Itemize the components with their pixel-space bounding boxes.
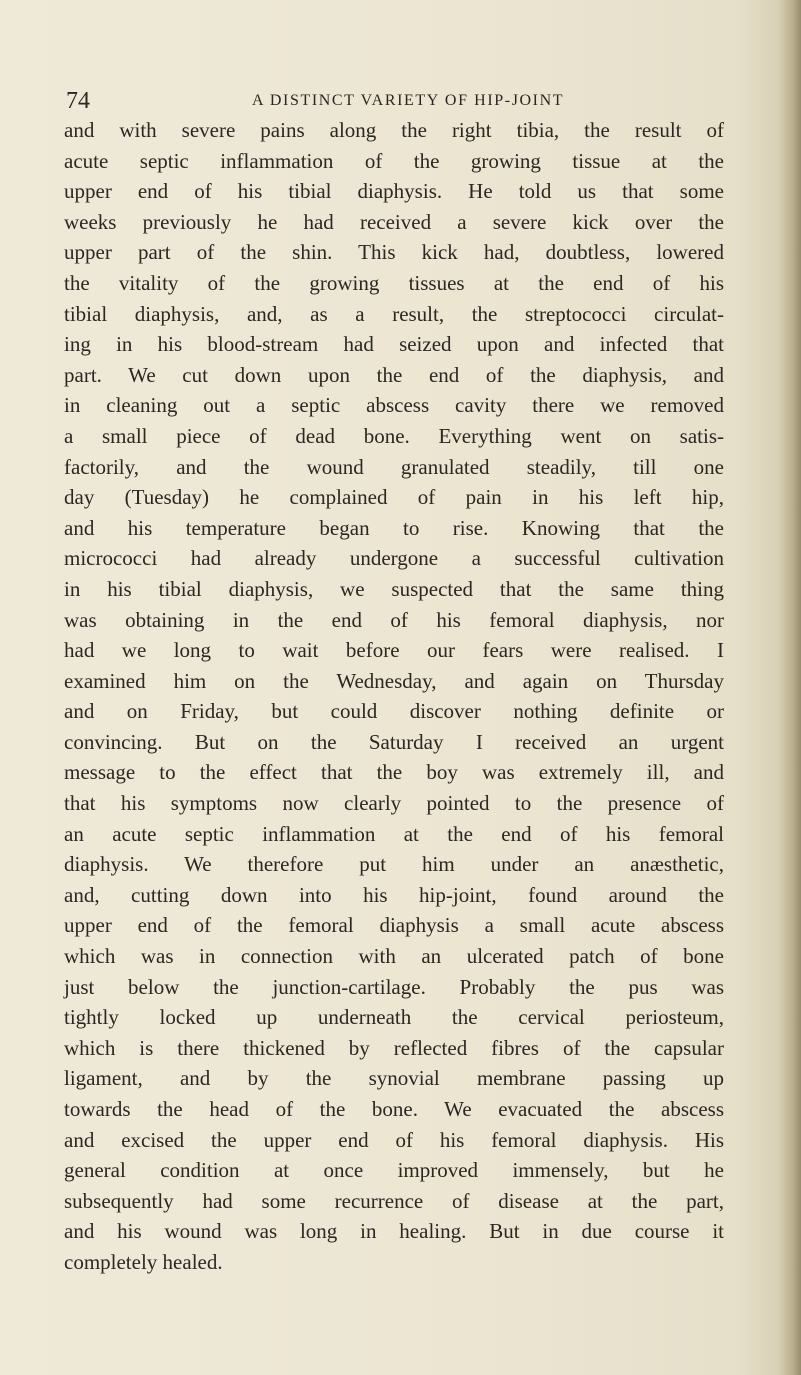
text-line: and excised the upper end of his femoral diaphysis. His (64, 1127, 724, 1152)
text-line: and his temperature began to rise. Knowing that the (64, 515, 724, 540)
text-line: examined him on the Wednesday, and again on Thursday (64, 668, 724, 693)
text-line: just below the junction-cartilage. Probably the pus was (64, 974, 724, 999)
text-line: that his symptoms now clearly pointed to the presence of (64, 791, 724, 816)
body-paragraph (64, 115, 724, 1278)
text-line: in cleaning out a septic abscess cavity there we removed (64, 393, 724, 418)
page-edge-shadow (779, 0, 801, 1375)
text-line: upper end of his tibial diaphysis. He told us that some (64, 179, 724, 204)
text-line: upper end of the femoral diaphysis a small acute abscess (64, 913, 724, 938)
text-line: micrococci had already undergone a successful cultivation (64, 546, 724, 571)
text-line: was obtaining in the end of his femoral diaphysis, nor (64, 607, 724, 632)
text-line-final: completely healed. (64, 1249, 223, 1274)
text-line: in his tibial diaphysis, we suspected that the same thing (64, 576, 724, 601)
text-line: which was in connection with an ulcerated patch of bone (64, 944, 724, 969)
text-line: which is there thickened by reflected fibres of the capsular (64, 1035, 724, 1060)
text-line: ing in his blood-stream had seized upon and infected that (64, 332, 724, 357)
text-line: day (Tuesday) he complained of pain in his left hip, (64, 485, 724, 510)
text-line: the vitality of the growing tissues at the end of his (64, 270, 724, 295)
text-line: an acute septic inflammation at the end of his femoral (64, 821, 724, 846)
text-line: ligament, and by the synovial membrane passing up (64, 1066, 724, 1091)
text-line: and on Friday, but could discover nothing definite or (64, 699, 724, 724)
text-line: tibial diaphysis, and, as a result, the streptococci circulat- (64, 301, 724, 326)
text-line: message to the effect that the boy was extremely ill, and (64, 760, 724, 785)
text-line: diaphysis. We therefore put him under an anæsthetic, (64, 852, 724, 877)
text-line: and, cutting down into his hip-joint, found around the (64, 882, 724, 907)
running-title: A DISTINCT VARIETY OF HIP-JOINT (252, 92, 565, 109)
text-line: part. We cut down upon the end of the diaphysis, and (64, 362, 724, 387)
text-line: and his wound was long in healing. But in due course it (64, 1219, 724, 1244)
text-line: acute septic inflammation of the growing tissue at the (64, 148, 724, 173)
text-line: had we long to wait before our fears were realised. I (64, 638, 724, 663)
text-line: and with severe pains along the right tibia, the result of (64, 118, 724, 142)
text-line: convincing. But on the Saturday I received an urgent (64, 729, 724, 754)
text-line: weeks previously he had received a severe kick over the (64, 209, 724, 234)
text-line: subsequently had some recurrence of disease at the part, (64, 1188, 724, 1213)
text-line: general condition at once improved immensely, but he (64, 1158, 724, 1183)
text-line: upper part of the shin. This kick had, doubtless, lowered (64, 240, 724, 265)
text-line: towards the head of the bone. We evacuated the abscess (64, 1097, 724, 1121)
text-line: factorily, and the wound granulated steadily, till one (64, 454, 724, 479)
running-head (66, 88, 666, 118)
page-number: 74 (66, 88, 90, 114)
text-line: a small piece of dead bone. Everything went on satis- (64, 423, 724, 448)
text-line: tightly locked up underneath the cervical periosteum, (64, 1005, 724, 1030)
